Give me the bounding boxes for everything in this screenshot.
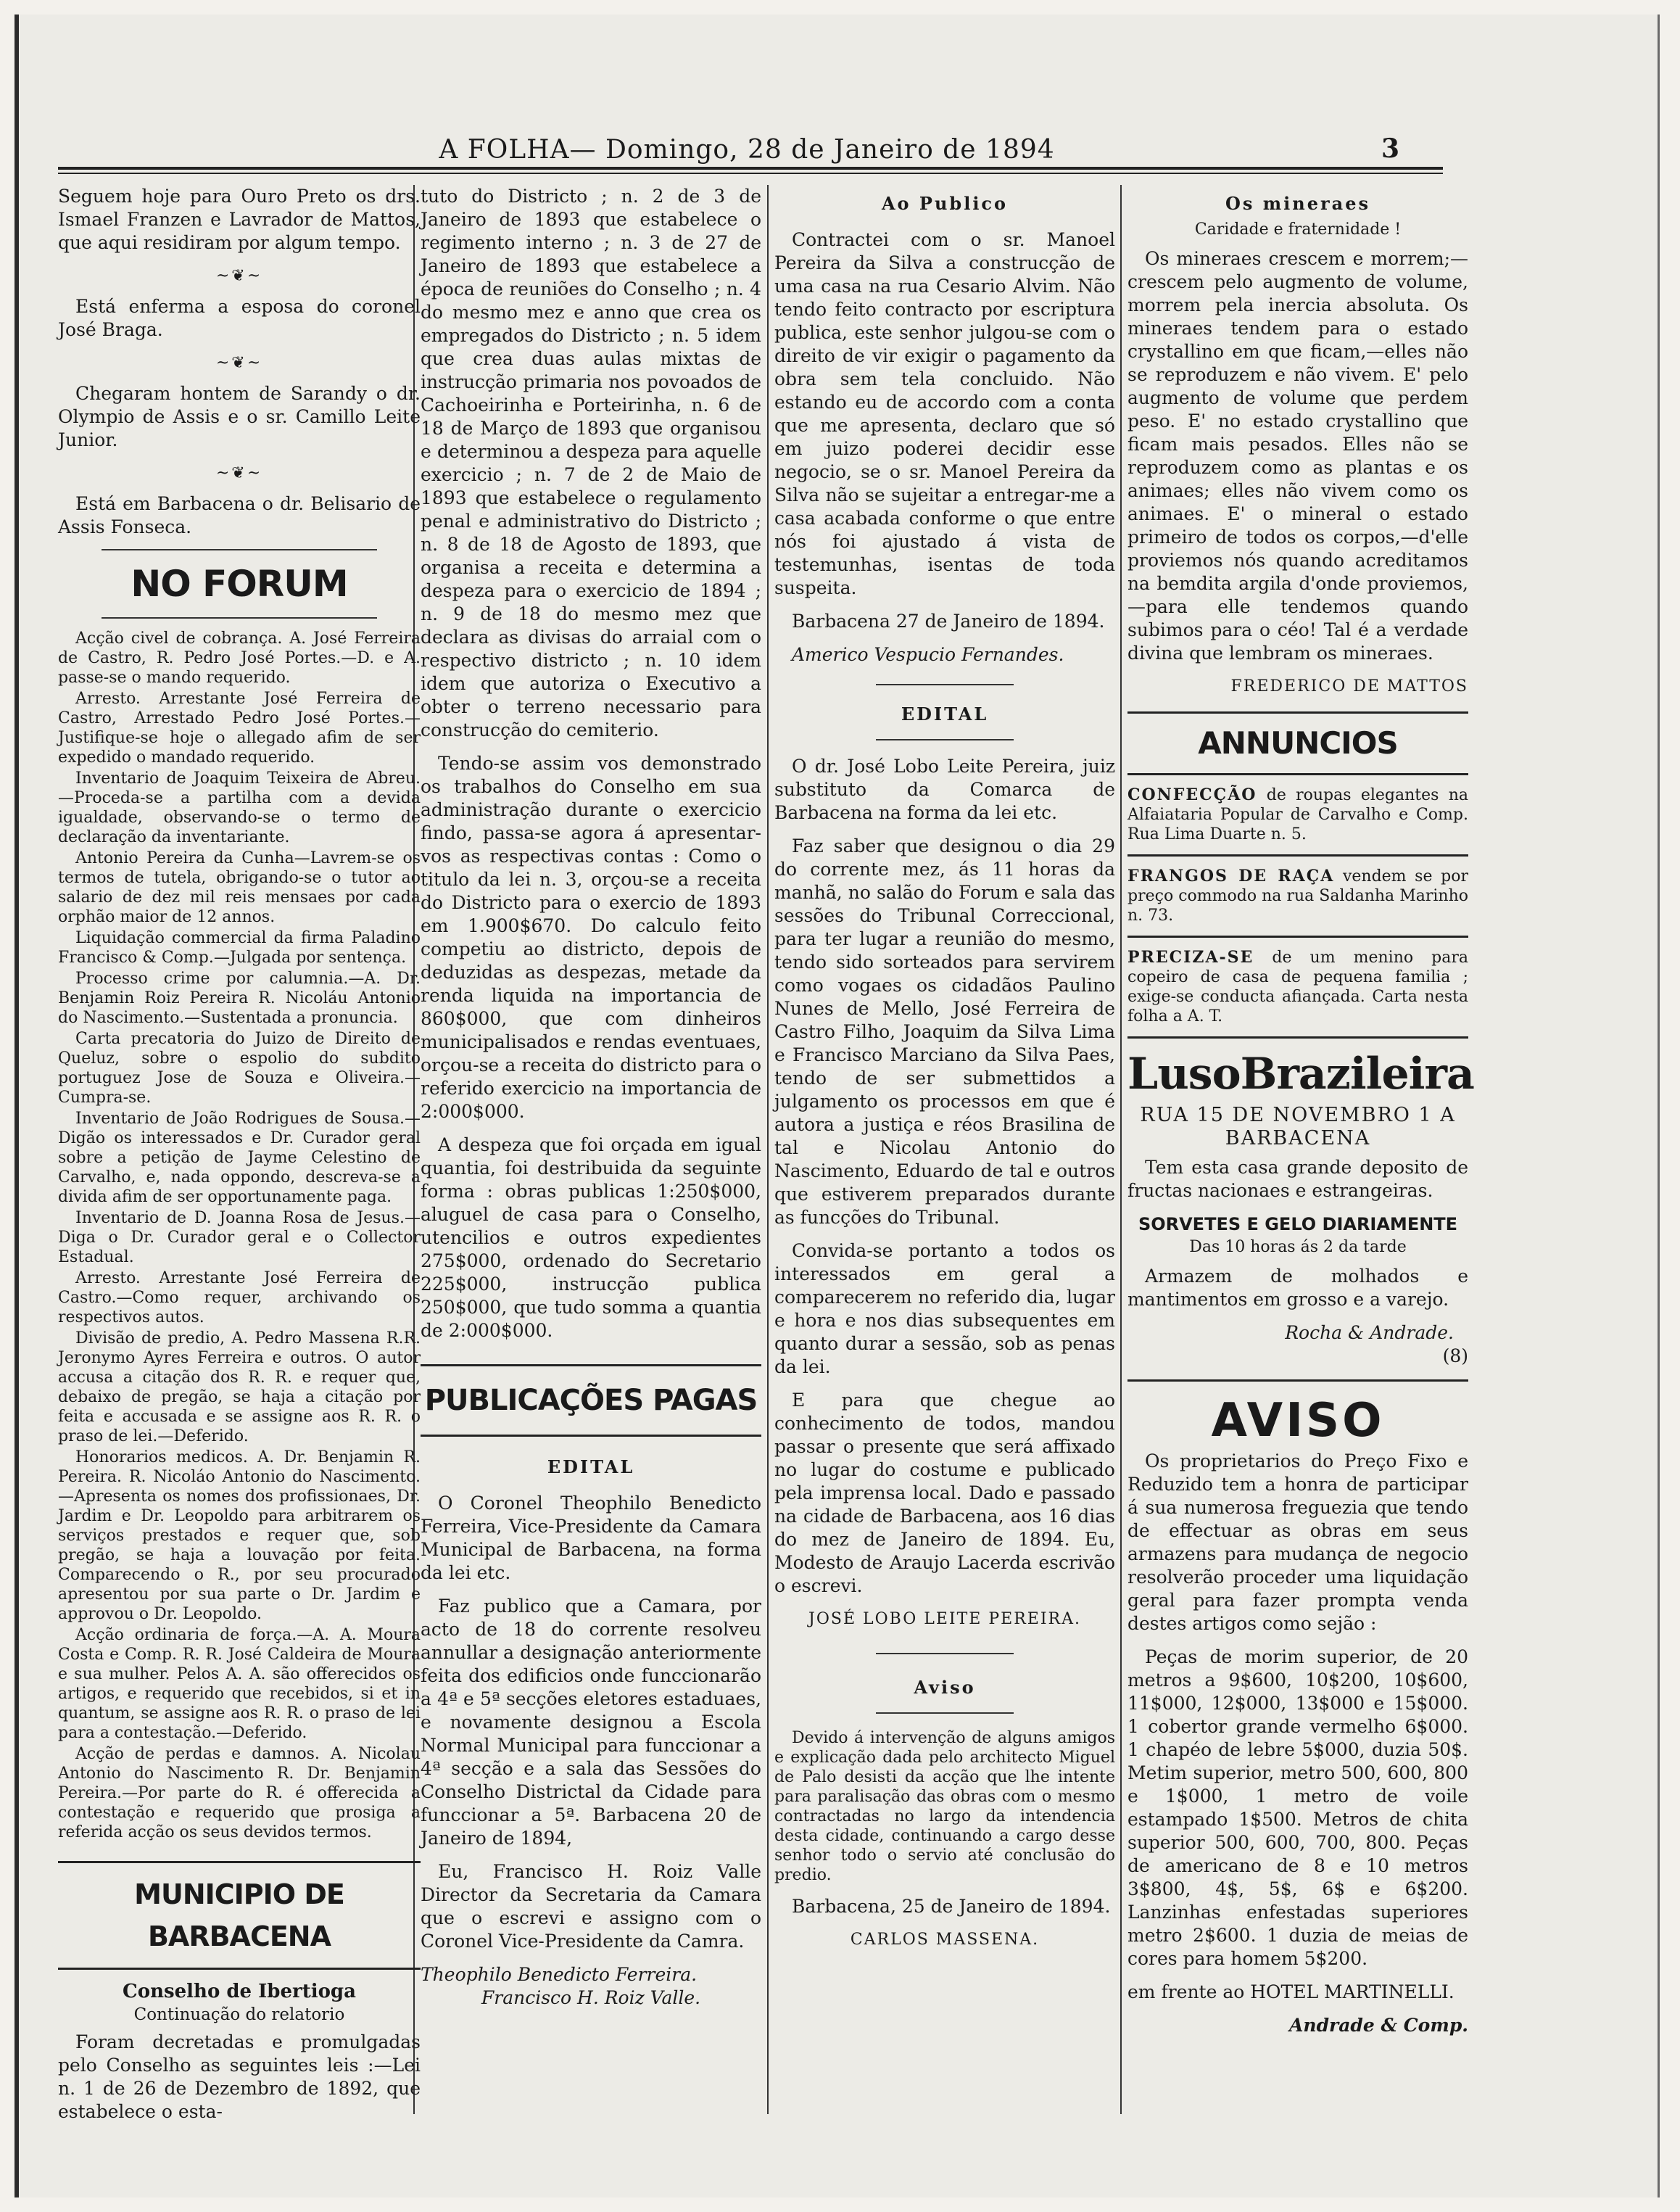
header-rule <box>58 167 1443 170</box>
ad-heading: FRANGOS DE RAÇA <box>1127 867 1335 886</box>
conselho-subtitle: Continuação do relatorio <box>133 2005 345 2024</box>
edital-text: Faz saber que designou o dia 29 do corrente mez, ás 11 horas da manhã, no salão do Forum e sala das sessões do Tribunal Correccional, para ter lugar a reunião do mesmo, tendo sido sorteados para servirem como vogaes os cidadãos Paulino Nunes de Mello, José Ferreira de Castro Filho, Joaquim da Silva Lima e Francisco Marciano da Silva Paes, tendo de ser submettidos a julgamento os processos em que é autora a justiça e réos Brasilina de tal e Nicolau Antonio do Nascimento, Eduardo de tal e outros que estiverem preparados durante as funcções do Tribunal. <box>774 835 1115 1228</box>
edital-signature: JOSÉ LOBO LEITE PEREIRA. <box>808 1610 1081 1628</box>
publicacoes-heading: PUBLICAÇÕES PAGAS <box>424 1384 758 1417</box>
news-note: Está em Barbacena o dr. Belisario de Assis Fonseca. <box>58 493 421 537</box>
luso-text: Tem esta casa grande deposito de fructas nacionaes e estrangeiras. <box>1127 1157 1468 1201</box>
aviso-text: Peças de morim superior, de 20 metros a 9$600, 10$200, 10$600, 11$000, 12$000, 13$000 e 15$000. 1 cobertor grande vermelho 6$000. 1 chapéo de lebre 5$000, duzia 50$. Metim superior, metro 500, 600, 800 e 1$000, 1 metro de voile estampado 1$500. Metros de chita superior 500, 600, 700, 800. Peças de americano de 8 e 10 metros 3$800, 4$, 5$, 6$ e 6$200. Lanzinhas enfestadas superiores metro 2$600. 1 duzia de meias de cores para homem 5$200. <box>1127 1646 1468 1969</box>
ad-heading: CONFECÇÃO <box>1127 785 1257 804</box>
header-rule-thin <box>58 173 1443 174</box>
forum-item: Arresto. Arrestante José Ferreira de Castro.—Como requer, archivando os respectivos autos. <box>58 1269 421 1326</box>
conselho-text: Foram decretadas e promulgadas pelo Conselho as seguintes leis :—Lei n. 1 de 26 de Dezembro de 1892, que estabelece o esta- <box>58 2031 421 2122</box>
section-rule <box>876 739 1014 740</box>
section-rule <box>1127 854 1468 857</box>
section-rule <box>421 1435 761 1437</box>
ornament-divider: ~❦~ <box>215 464 263 482</box>
ad-text: vendem se por preço commodo na rua Saldanha Marinho n. 73. <box>1127 867 1468 925</box>
ornament-divider: ~❦~ <box>215 354 263 372</box>
ao-publico-date: Barbacena 27 de Janeiro de 1894. <box>792 611 1105 632</box>
section-rule <box>421 1364 761 1366</box>
aviso-signature: CARLOS MASSENA. <box>850 1931 1040 1949</box>
annuncios-heading: ANNUNCIOS <box>1198 725 1398 761</box>
edital-heading: EDITAL <box>901 703 989 725</box>
ao-publico-signature: Americo Vespucio Fernandes. <box>792 644 1064 665</box>
forum-heading: NO FORUM <box>131 563 348 605</box>
page-number: 3 <box>1381 133 1400 164</box>
news-note: Chegaram hontem de Sarandy o dr. Olympio de Assis e o sr. Camillo Leite Junior. <box>58 383 421 450</box>
section-rule <box>876 1712 1014 1714</box>
luso-text: Armazem de molhados e mantimentos em grosso e a varejo. <box>1127 1266 1468 1310</box>
section-rule <box>102 549 377 550</box>
mineraes-signature: FREDERICO DE MATTOS <box>1230 677 1468 696</box>
section-rule <box>58 1861 421 1863</box>
edital-text: O Coronel Theophilo Benedicto Ferreira, Vice-Presidente da Camara Municipal de Barbacena, na forma da lei etc. <box>421 1493 761 1583</box>
forum-item: Divisão de predio, A. Pedro Massena R.R. Jeronymo Ayres Ferreira e outros. O autor accusa a citação dos R. R. e requer que, debaixo de pregão, se haja a citação por feita e accusada e se assigne aos R. R. o praso de lei.—Deferido. <box>58 1329 421 1445</box>
mineraes-text: Os mineraes crescem e morrem;—crescem pelo augmento de volume, morrem pela inercia absoluta. Os mineraes tendem para o estado crystallino em que ficam,—elles não se reproduzem e não vivem. E' pelo augmento de volume que perdem peso. E' no estado crystallino que ficam mais pesados. Elles não se reproduzem como as plantas e os animaes; elles não vivem como os animaes. E' o mineral o estado primeiro de todos os corpos,—d'elle proviemos nós quando acreditamos na bemdita argila d'onde proviemos, —para elle tendemos quando subimos para o céo! Tal é a verdade divina que lembram os mineraes. <box>1127 248 1468 664</box>
luso-hours: Das 10 horas ás 2 da tarde <box>1189 1238 1407 1256</box>
edital-text: Eu, Francisco H. Roiz Valle Director da Secretaria da Camara que o escrevi e assigno com o Coronel Vice-Presidente da Camra. <box>421 1861 761 1952</box>
forum-item: Liquidação commercial da firma Paladino Francisco & Comp.—Julgada por sentença. <box>58 929 421 967</box>
section-rule <box>876 1653 1014 1654</box>
section-rule <box>102 617 377 619</box>
page-header: A FOLHA— Domingo, 28 de Janeiro de 1894 <box>439 135 1055 165</box>
ad-text: de um menino para copeiro de casa de pequena familia ; exige-se conducta afiançada. Carta nesta folha a A. T. <box>1127 949 1468 1025</box>
edital-text: E para que chegue ao conhecimento de todos, mandou passar o presente que será affixado no lugar do costume e publicado pela imprensa local. Dado e passado na cidade de Barbacena, aos 16 dias do mez de Janeiro de 1894. Eu, Modesto de Araujo Lacerda escrivão o escrevi. <box>774 1390 1115 1596</box>
ad-heading: PRECIZA-SE <box>1127 948 1254 967</box>
column-4 <box>1127 185 1474 2037</box>
aviso-text: Devido á intervenção de alguns amigos e explicação dada pelo architecto Miguel de Palo desisti da acção que lhe intente para paralisação das obras com o mesmo contractadas no largo da intendencia desta cidade, continuando a cargo desse senhor todo o servio até conclusão do predio. <box>774 1729 1115 1884</box>
aviso-date: Barbacena, 25 de Janeiro de 1894. <box>792 1896 1111 1917</box>
classified-ad <box>1127 785 1468 844</box>
forum-item: Antonio Pereira da Cunha—Lavrem-se os termos de tutela, obrigando-se o tutor ao salario de dez mil reis mensaes por cada orphão maior de 12 annos. <box>58 849 421 926</box>
section-rule <box>876 684 1014 685</box>
luso-signature: Rocha & Andrade. <box>1285 1322 1454 1343</box>
column-2 <box>421 185 761 2010</box>
forum-item: Acção civel de cobrança. A. José Ferreira de Castro, R. Pedro José Portes.—D. e A. passe-se o mando requerido. <box>58 630 421 687</box>
forum-item: Honorarios medicos. A. Dr. Benjamin R. Pereira. R. Nicoláo Antonio do Nascimento.—Apresenta os nomes dos profissionaes, Dr. Jardim e Dr. Leopoldo para arbitrarem os serviços prestados e requer que, sob pregão, se haja a louvação por feita. Comparecendo o R., por seu procurado apresentou por sua parte o Dr. Jardim e approvou o Dr. Leopoldo. <box>58 1448 421 1623</box>
forum-item: Inventario de Joaquim Teixeira de Abreu.—Proceda-se a partilha com a devida igualdade, observando-se o termo de declaração da inventariante. <box>58 769 421 846</box>
section-rule <box>58 1968 421 1970</box>
edital-signature: Francisco H. Roiz Valle. <box>481 1987 701 2008</box>
aviso-heading: Aviso <box>914 1677 976 1698</box>
article-text: tuto do Districto ; n. 2 de 3 de Janeiro de 1893 que estabelece o regimento interno ; n. 3 de 27 de Janeiro de 1893 que estabelece a época de reuniões do Conselho ; n. 4 do mesmo mez e anno que crea os empregados do Districto ; n. 5 idem que crea duas aulas mixtas de instrucção primaria nos povoados de Cachoeirinha e Porteirinha, n. 6 de 18 de Março de 1893 que organisou e determinou a despeza para aquelle exercicio ; n. 7 de 2 de Maio de 1893 que estabelece o regulamento penal e administrativo do Districto ; n. 8 de 18 de Agosto de 1893, que organisa a receita e determina a despeza para o exercicio de 1894 ; n. 9 de 18 do mesmo mez que declara as divisas do arraial com o respectivo districto ; n. 10 idem idem que autoriza o Executivo a obter o terreno necessario para construcção do cemiterio. <box>421 186 761 740</box>
luso-address: RUA 15 DE NOVEMBRO 1 A <box>1140 1104 1456 1126</box>
luso-sorvetes: SORVETES E GELO DIARIAMENTE <box>1138 1214 1458 1234</box>
municipio-heading: MUNICIPIO DE BARBACENA <box>134 1878 344 1952</box>
section-rule <box>1127 1379 1468 1382</box>
edital-text: O dr. José Lobo Leite Pereira, juiz substituto da Comarca de Barbacena na forma da lei etc. <box>774 756 1115 823</box>
forum-item: Inventario de João Rodrigues de Sousa.—Digão os interessados e Dr. Curador geral sobre a petição de Jayme Celestino de Carvalho, e, nada oppondo, descreva-se a divida afim de ser opportunamente paga. <box>58 1110 421 1206</box>
section-rule <box>1127 936 1468 938</box>
edital-heading: EDITAL <box>547 1456 635 1477</box>
forum-item: Inventario de D. Joanna Rosa de Jesus.—Diga o Dr. Curador geral e o Collector Estadual. <box>58 1209 421 1266</box>
aviso-signature: Andrade & Comp. <box>1289 2015 1468 2036</box>
mineraes-subtitle: Caridade e fraternidade ! <box>1194 220 1402 239</box>
classified-ad <box>1127 948 1468 1026</box>
conselho-title: Conselho de Ibertioga <box>123 1981 356 2002</box>
aviso-text: Os proprietarios do Preço Fixo e Reduzido tem a honra de participar á sua numerosa freguezia que tendo de effectuar as obras em seus armazens para mudança de negocio resolverão proceder uma liquidação geral para fazer prompta venda destes artigos como sejão : <box>1127 1450 1468 1634</box>
forum-item: Arresto. Arrestante José Ferreira de Castro, Arrestado Pedro José Portes.—Justifique-se hoje o allegado afim de ser expedido o mandado requerido. <box>58 690 421 767</box>
luso-city: BARBACENA <box>1225 1127 1371 1150</box>
forum-item: Acção ordinaria de força.—A. A. Moura Costa e Comp. R. R. José Caldeira de Moura e sua mulher. Pelos A. A. são offerecidos os artigos, e requerido que recebidos, si et in quantum, se assigne aos R. R. o praso de lei para a contestação.—Deferido. <box>58 1626 421 1742</box>
column-divider <box>767 185 769 2114</box>
column-divider <box>1120 185 1122 2114</box>
article-text: Tendo-se assim vos demonstrado os trabalhos do Conselho em sua administração durante o exercicio findo, passa-se agora á apresentar-vos as respectivas contas : Como o titulo da lei n. 3, orçou-se a receita do Districto para o exercio de 1893 em 1.900$670. Do calculo feito competiu ao districto, depois de deduzidas as despezas, metade da renda liquida na importancia de 860$000, que com dinheiros municipalisados e rendas eventuaes, orçou-se a receita do districto para o referido exercicio na importancia de 2:000$000. <box>421 753 761 1122</box>
column-1 <box>58 185 421 2134</box>
forum-item: Processo crime por calumnia.—A. Dr. Benjamin Roiz Pereira R. Nicoláu Antonio do Nascimento.—Sustentada a pronuncia. <box>58 970 421 1027</box>
forum-item: Carta precatoria do Juizo de Direito de Queluz, sobre o espolio do subdito portuguez Jose de Souza e Oliveira.—Cumpra-se. <box>58 1030 421 1107</box>
section-rule <box>1127 711 1468 714</box>
aviso-heading: AVISO <box>1211 1394 1385 1448</box>
ad-text: de roupas elegantes na Alfaiataria Popular de Carvalho e Comp. Rua Lima Duarte n. 5. <box>1127 786 1468 843</box>
aviso-text: em frente ao HOTEL MARTINELLI. <box>1127 1981 1455 2002</box>
forum-item: Acção de perdas e damnos. A. Nicolau Antonio do Nascimento R. Dr. Benjamin Pereira.—Por parte do R. é offerecida a contestação e requerido que prosiga a referida acção os seus devidos termos. <box>58 1745 421 1841</box>
ao-publico-text: Contractei com o sr. Manoel Pereira da Silva a construcção de uma casa na rua Cesario Alvim. Não tendo feito contracto por escriptura publica, este senhor julgou-se com o direito de vir exigir o pagamento da obra sem tela concluido. Não estando eu de accordo com a conta que me apresenta, declaro que só em juizo poderei decidir esse negocio, se o sr. Manoel Pereira da Silva não se sujeitar a entregar-me a casa acabada conforme o que entre nós foi ajustado á vista de testemunhas, isentas de toda suspeita. <box>774 229 1115 598</box>
news-note: Está enferma a esposa do coronel José Braga. <box>58 296 421 340</box>
ao-publico-heading: Ao Publico <box>881 193 1009 214</box>
section-rule <box>1127 773 1468 775</box>
edital-text: Convida-se portanto a todos os interessados em geral a comparecerem no referido dia, lugar e hora e nos dias subsequentes em quanto durar a sessão, sob as penas da lei. <box>774 1240 1115 1377</box>
edital-text: Faz publico que a Camara, por acto de 18 do corrente resolveu annullar a designação anteriormente feita dos edificios onde funccionarão a 4ª e 5ª secções eletores estaduaes, e novamente designou a Escola Normal Municipal para funccionar a 4ª secção e a sala das Sessões do Conselho Districtal da Cidade para funccionar a 5ª. Barbacena 20 de Janeiro de 1894, <box>421 1596 761 1849</box>
section-rule <box>1127 1036 1468 1039</box>
article-text: A despeza que foi orçada em igual quantia, foi destribuida da seguinte forma : obras publicas 1:250$000, aluguel de casa para o Conselho, utencilios e outros expedientes 275$000, ordenado do Secretario 225$000, instrucção publica 250$000, que tudo somma a quantia de 2:000$000. <box>421 1134 761 1341</box>
news-note: Seguem hoje para Ouro Preto os drs. Ismael Franzen e Lavrador de Mattos, que aqui residiram por algum tempo. <box>58 186 421 253</box>
edital-signature: Theophilo Benedicto Ferreira. <box>421 1964 698 1985</box>
forum-list <box>58 629 421 1842</box>
column-3 <box>774 185 1115 1952</box>
luso-ad-number: (8) <box>1442 1345 1468 1366</box>
mineraes-heading: Os mineraes <box>1225 193 1370 214</box>
luso-brazileira-title: LusoBrazileira <box>1127 1049 1474 1099</box>
classified-ad <box>1127 867 1468 925</box>
ornament-divider: ~❦~ <box>215 267 263 285</box>
